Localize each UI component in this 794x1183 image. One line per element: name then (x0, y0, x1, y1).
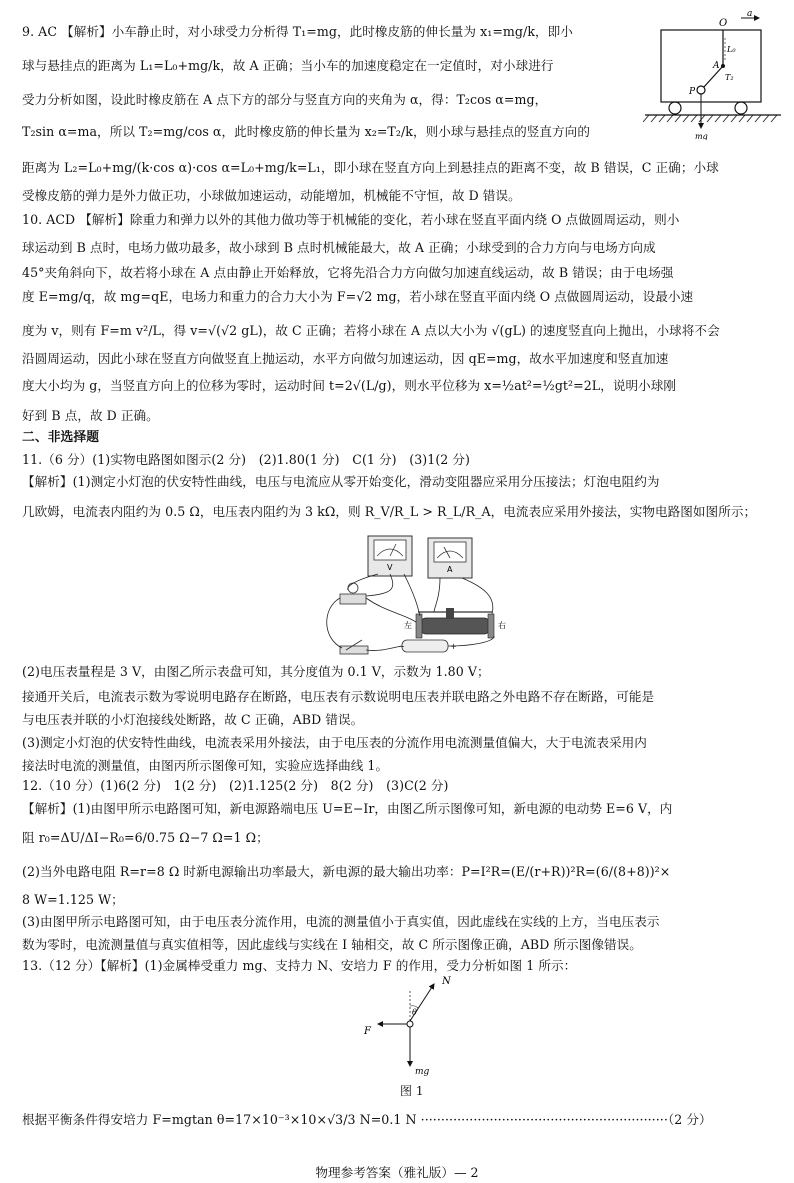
q11-line-1: 【解析】(1)测定小灯泡的伏安特性曲线，电压与电流应从零开始变化，滑动变阻器应采用分压接法；灯泡电阻约为 (22, 474, 660, 489)
q10-line-5: 度为 v，则有 F=m v²/L，得 v=√(√2 gL)，故 C 正确；若将小球在 A 点以大小为 √(gL) 的速度竖直向上抛出，小球将不会 (22, 323, 720, 338)
cart-label-o: O (719, 18, 728, 29)
section-heading: 二、非选择题 (22, 430, 100, 445)
battery-plus-label: + (450, 642, 457, 651)
cart-figure (643, 8, 783, 140)
rheostat-right-label: 右 (498, 621, 506, 630)
q13-line-2: 根据平衡条件得安培力 F=mgtan θ=17×10⁻³×10×√3/3 N=0.1 N ·····························································（2 分） (22, 1112, 712, 1127)
q12-answer: 12.（10 分）(1)6(2 分) 1(2 分) (2)1.125(2 分) 8(2 分) (3)C(2 分) (22, 778, 449, 793)
q10-line-2: 球运动到 B 点时，电场力做功最多，故小球到 B 点时机械能最大，故 A 正确；小球受到的合力方向与电场方向成 (22, 240, 656, 255)
figure-1-caption: 图 1 (400, 1084, 424, 1098)
q10-line-4: 度 E=mg/q，故 mg=qE，电场力和重力的合力大小为 F=√2 mg，若小球在竖直平面内绕 O 点做圆周运动，设最小速 (22, 289, 694, 304)
q10-line-6: 沿圆周运动，因此小球在竖直方向做竖直上抛运动，水平方向做匀加速运动，因 qE=mg，故水平加速度和竖直加速 (22, 351, 669, 366)
cart-label-l0: L₀ (727, 45, 736, 54)
q11-line-3: (2)电压表量程是 3 V，由图乙所示表盘可知，其分度值为 0.1 V，示数为 1.80 V； (22, 664, 490, 679)
q9-line-4: T₂sin α=ma，所以 T₂=mg/cos α，此时橡皮筋的伸长量为 x₂=T₂/k，则小球与悬挂点的竖直方向的 (22, 124, 590, 139)
battery-minus-label: − (398, 642, 405, 651)
q12-line-6: 数为零时，电流测量值与真实值相等，因此虚线与实线在 I 轴相交，故 C 所示图像正确，ABD 所示图像错误。 (22, 937, 642, 952)
q12-line-1: 【解析】(1)由图甲所示电路图可知，新电源路端电压 U=E−Ir，由图乙所示图像可知，新电源的电动势 E=6 V，内 (22, 801, 673, 816)
voltmeter-label: V (387, 563, 393, 572)
cart-label-point-a: A (713, 61, 720, 71)
q9-line-1: 9. AC 【解析】小车静止时，对小球受力分析得 T₁=mg，此时橡皮筋的伸长量为 x₁=mg/k，即小 (22, 24, 573, 39)
q11-line-6: (3)测定小灯泡的伏安特性曲线，电流表采用外接法，由于电压表的分流作用电流测量值偏大，大于电流表采用内 (22, 735, 647, 750)
rheostat-left-label: 左 (404, 621, 412, 630)
q13-line-1: 13.（12 分）【解析】(1)金属棒受重力 mg、支持力 N、安培力 F 的作用，受力分析如图 1 所示： (22, 958, 577, 973)
force-label-mg: mg (415, 1067, 430, 1077)
force-label-n: N (442, 976, 451, 987)
circuit-figure (316, 528, 516, 664)
force-label-theta: θ (412, 1008, 417, 1017)
q11-line-5: 与电压表并联的小灯泡接线处断路，故 C 正确，ABD 错误。 (22, 712, 364, 727)
q9-line-3: 受力分析如图，设此时橡皮筋在 A 点下方的部分与竖直方向的夹角为 α，得：T₂cos α=mg， (22, 92, 548, 107)
q10-line-7: 度大小均为 g，当竖直方向上的位移为零时，运动时间 t=2√(L/g)，则水平位移为 x=½at²=½gt²=2L，说明小球刚 (22, 378, 677, 393)
cart-label-p: P (689, 87, 696, 97)
q11-answer: 11.（6 分）(1)实物电路图如图示(2 分) (2)1.80(1 分) C(1 分) (3)1(2 分) (22, 452, 471, 467)
force-diagram (360, 972, 470, 1078)
q10-line-3: 45°夹角斜向下，故若将小球在 A 点由静止开始释放，它将先沿合力方向做匀加速直线运动，故 B 错误；由于电场强 (22, 265, 674, 280)
cart-label-a: a (747, 9, 753, 19)
q10-line-8: 好到 B 点，故 D 正确。 (22, 408, 159, 423)
q9-line-5: 距离为 L₂=L₀+mg/(k·cos α)·cos α=L₀+mg/k=L₁，即小球在竖直方向上到悬挂点的距离不变，故 B 错误，C 正确；小球 (22, 160, 719, 175)
force-label-f: F (364, 1026, 371, 1037)
cart-label-mg: mg (695, 132, 708, 140)
q12-line-5: (3)由图甲所示电路图可知，由于电压表分流作用，电流的测量值小于真实值，因此虚线在实线的上方，当电压表示 (22, 914, 660, 929)
page-footer: 物理参考答案（雅礼版）— 2 (315, 1165, 479, 1180)
q12-line-2: 阻 r₀=ΔU/ΔI−R₀=6/0.75 Ω−7 Ω=1 Ω； (22, 830, 269, 845)
q9-line-6: 受橡皮筋的弹力是外力做正功，小球做加速运动，动能增加，机械能不守恒，故 D 错误。 (22, 188, 521, 203)
q11-line-2: 几欧姆，电流表内阻约为 0.5 Ω，电压表内阻约为 3 kΩ，则 R_V/R_L > R_L/R_A，电流表应采用外接法，实物电路图如图所示； (22, 504, 757, 519)
q11-line-4: 接通开关后，电流表示数为零说明电路存在断路，电压表有示数说明电压表并联电路之外电路不存在断路，可能是 (22, 689, 655, 704)
q10-line-1: 10. ACD 【解析】除重力和弹力以外的其他力做功等于机械能的变化，若小球在竖直平面内绕 O 点做圆周运动，则小 (22, 212, 680, 227)
cart-label-t2: T₂ (725, 73, 734, 82)
q12-line-3: (2)当外电路电阻 R=r=8 Ω 时新电源输出功率最大，新电源的最大输出功率：P=I²R=(E/(r+R))²R=(6/(8+8))²× (22, 864, 671, 879)
q9-line-2: 球与悬挂点的距离为 L₁=L₀+mg/k，故 A 正确；当小车的加速度稳定在一定值时，对小球进行 (22, 58, 554, 73)
q12-line-4: 8 W=1.125 W； (22, 892, 124, 907)
ammeter-label: A (447, 565, 453, 574)
q11-line-7: 接法时电流的测量值，由图丙所示图像可知，实验应选择曲线 1。 (22, 758, 389, 773)
